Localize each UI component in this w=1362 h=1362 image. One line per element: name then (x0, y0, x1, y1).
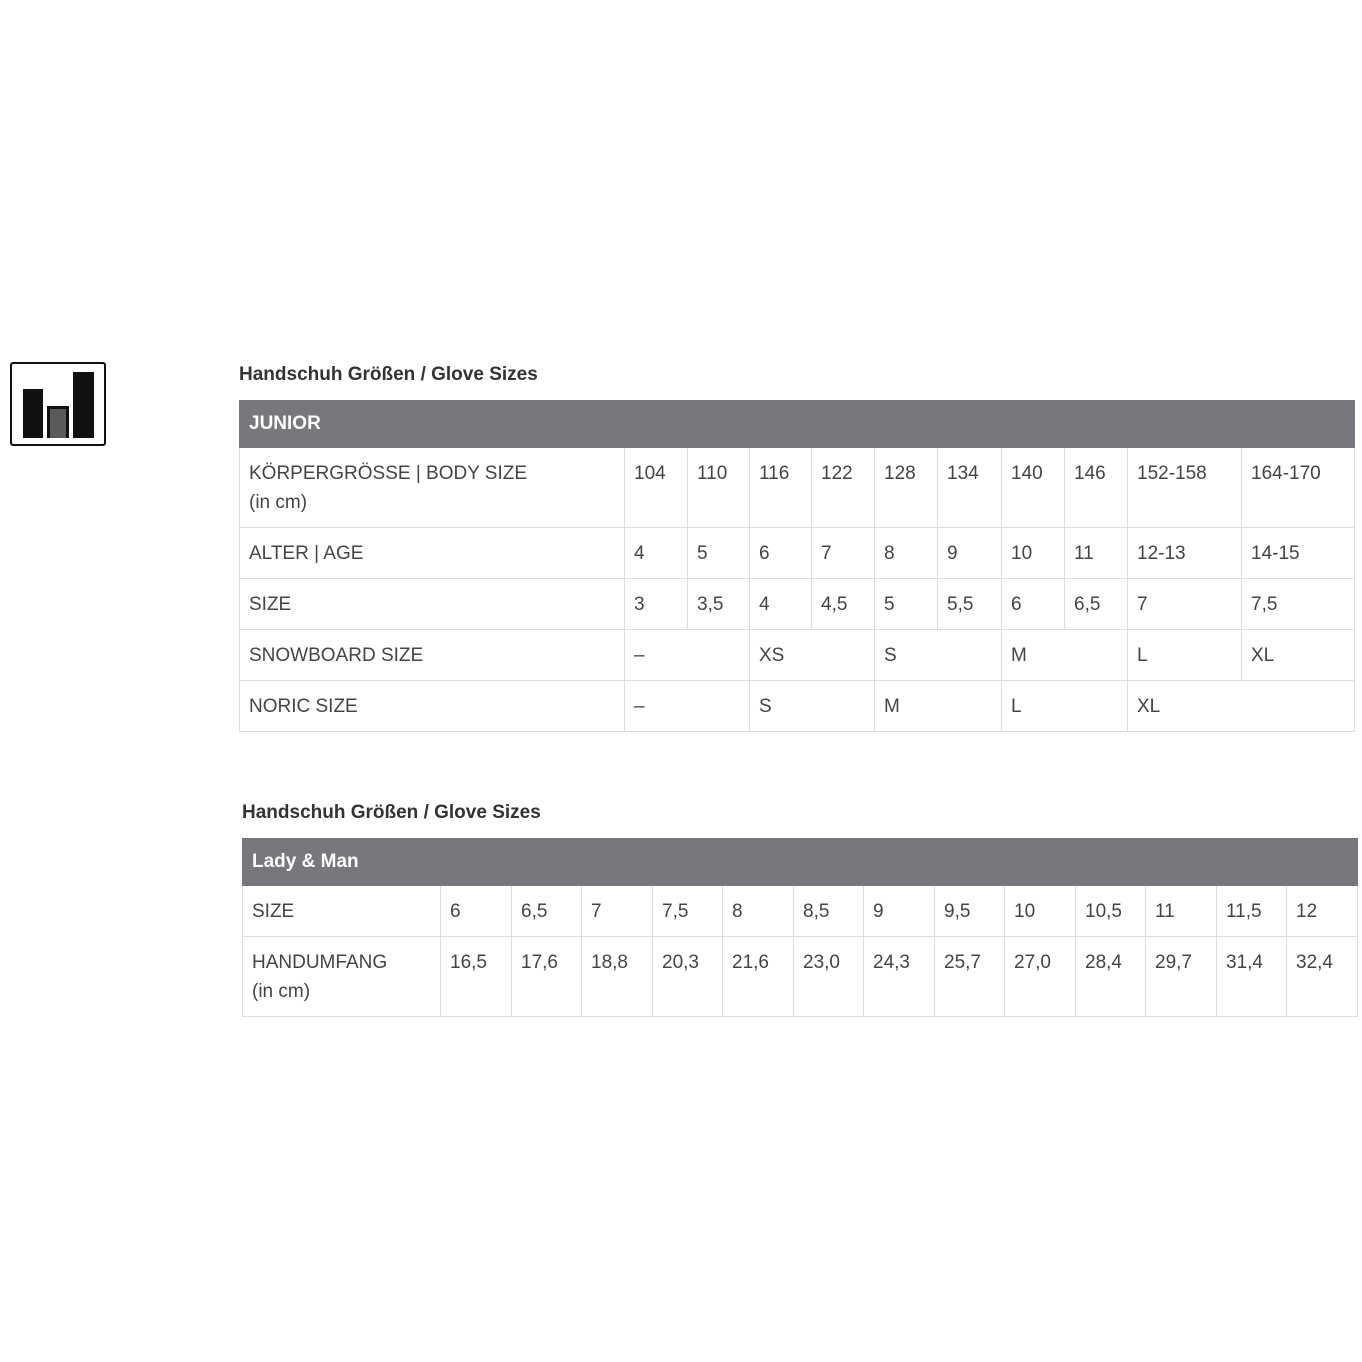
table-cell: 8 (723, 886, 794, 937)
table-cell: 6 (750, 528, 812, 579)
table-cell: 4 (750, 579, 812, 630)
table-row (240, 630, 1355, 681)
row-label-handumfang (243, 937, 441, 1017)
table-cell: 116 (750, 448, 812, 528)
table-cell: 140 (1002, 448, 1065, 528)
table-cell: 10 (1005, 886, 1076, 937)
table-cell: 6,5 (512, 886, 582, 937)
table-cell: 11 (1146, 886, 1217, 937)
table-cell: 24,3 (864, 937, 935, 1017)
table-cell: 17,6 (512, 937, 582, 1017)
table-cell: XL (1128, 681, 1355, 732)
table-cell: 18,8 (582, 937, 653, 1017)
table-cell: 8 (875, 528, 938, 579)
table-cell: XS (750, 630, 875, 681)
table-cell: 152-158 (1128, 448, 1242, 528)
table-row (240, 528, 1355, 579)
table-cell: 4 (625, 528, 688, 579)
table-cell: 5 (875, 579, 938, 630)
table-cell: 12-13 (1128, 528, 1242, 579)
row-label-unit: (in cm) (252, 981, 311, 1002)
table-cell: 9 (864, 886, 935, 937)
junior-group-header: JUNIOR (240, 401, 1355, 448)
table-cell: 122 (812, 448, 875, 528)
table-row (240, 579, 1355, 630)
table-cell: 3 (625, 579, 688, 630)
table-cell: 164-170 (1242, 448, 1355, 528)
table-cell: 11 (1065, 528, 1128, 579)
table-cell: 6 (441, 886, 512, 937)
table-cell: M (875, 681, 1002, 732)
table-cell: 28,4 (1076, 937, 1146, 1017)
row-label-size: SIZE (240, 579, 625, 630)
table-cell: 31,4 (1217, 937, 1287, 1017)
table-cell: M (1002, 630, 1128, 681)
row-label-text: KÖRPERGRÖSSE | BODY SIZE (249, 463, 528, 484)
table-cell: – (625, 681, 750, 732)
bar-chart-logo-icon (10, 362, 106, 446)
table-cell: S (875, 630, 1002, 681)
table-cell: 9,5 (935, 886, 1005, 937)
table-cell: 134 (938, 448, 1002, 528)
table-cell: 10,5 (1076, 886, 1146, 937)
junior-group-header-row (240, 401, 1355, 448)
table-cell: 27,0 (1005, 937, 1076, 1017)
table-cell: 21,6 (723, 937, 794, 1017)
row-label-body-size (240, 448, 625, 528)
table-cell: XL (1242, 630, 1355, 681)
junior-size-table (239, 400, 1355, 732)
row-label-age: ALTER | AGE (240, 528, 625, 579)
table-cell: 8,5 (794, 886, 864, 937)
row-label-snowboard-size: SNOWBOARD SIZE (240, 630, 625, 681)
table-cell: 23,0 (794, 937, 864, 1017)
table-row (240, 448, 1355, 528)
table-cell: 104 (625, 448, 688, 528)
table-cell: 20,3 (653, 937, 723, 1017)
adult-group-header-row (243, 839, 1358, 886)
table-cell: 29,7 (1146, 937, 1217, 1017)
table-cell: 110 (688, 448, 750, 528)
table-row (243, 886, 1358, 937)
table-row (240, 681, 1355, 732)
table-cell: 6,5 (1065, 579, 1128, 630)
table-cell: S (750, 681, 875, 732)
adult-group-header: Lady & Man (243, 839, 1358, 886)
table-cell: 9 (938, 528, 1002, 579)
table-cell: 10 (1002, 528, 1065, 579)
table-cell: 4,5 (812, 579, 875, 630)
row-label-noric-size: NORIC SIZE (240, 681, 625, 732)
table-cell: 3,5 (688, 579, 750, 630)
table-cell: 16,5 (441, 937, 512, 1017)
table-row (243, 937, 1358, 1017)
junior-section-title: Handschuh Größen / Glove Sizes (239, 364, 538, 385)
row-label-size: SIZE (243, 886, 441, 937)
adult-size-table (242, 838, 1358, 1017)
table-cell: 12 (1287, 886, 1358, 937)
table-cell: 146 (1065, 448, 1128, 528)
table-cell: 32,4 (1287, 937, 1358, 1017)
table-cell: 7 (812, 528, 875, 579)
table-cell: 11,5 (1217, 886, 1287, 937)
table-cell: 7,5 (1242, 579, 1355, 630)
table-cell: L (1002, 681, 1128, 732)
table-cell: 7 (1128, 579, 1242, 630)
table-cell: 6 (1002, 579, 1065, 630)
table-cell: 5 (688, 528, 750, 579)
table-cell: 14-15 (1242, 528, 1355, 579)
table-cell: 7,5 (653, 886, 723, 937)
table-cell: 128 (875, 448, 938, 528)
table-cell: – (625, 630, 750, 681)
table-cell: 7 (582, 886, 653, 937)
table-cell: L (1128, 630, 1242, 681)
adult-section-title: Handschuh Größen / Glove Sizes (242, 802, 541, 823)
row-label-text: HANDUMFANG (252, 952, 388, 973)
row-label-unit: (in cm) (249, 492, 308, 513)
table-cell: 5,5 (938, 579, 1002, 630)
table-cell: 25,7 (935, 937, 1005, 1017)
